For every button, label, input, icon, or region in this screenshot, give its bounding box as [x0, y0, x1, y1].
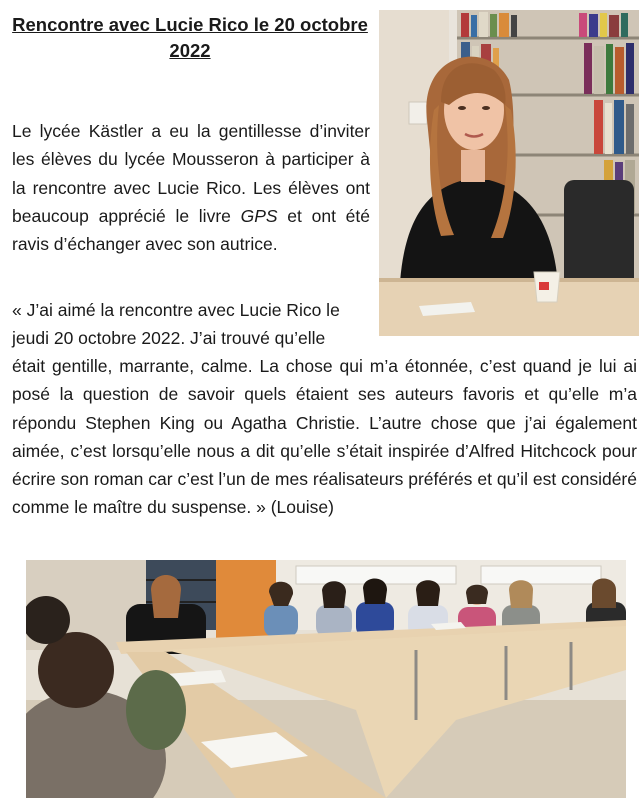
book-title: GPS	[240, 205, 278, 226]
article-title-line2: 2022	[169, 40, 211, 61]
intro-paragraph	[12, 117, 370, 258]
quote-start	[12, 296, 370, 353]
intro-text-end: et ont été ravis d’échanger avec son autrice.	[12, 205, 370, 255]
article-title-line1: Rencontre avec Lucie Rico le 20 octobre	[12, 14, 368, 35]
quote-continuation: était gentille, marrante, calme. La chose qui m’a étonnée, c’est quand je lui ai posé la question de savoir quels étaient ses auteurs favoris et qu’elle m’a répondu Stephen King ou Agatha Christie. L’autre chose que j’ai également aimée, c’est lorsqu’elle nous a dit qu’elle s’était inspirée d’Alfred Hitchcock pour écrire son roman car c’est l’un de mes réalisateurs préférés et qu’il est considéré comme le maître du suspense. » (Louise)	[12, 356, 637, 518]
quote-line-2: jeudi 20 octobre 2022. J’ai trouvé qu’elle	[12, 328, 326, 349]
intro-text-start: Le lycée Kästler a eu la gentillesse d’inviter les élèves du lycée Mousseron à participer à la rencontre avec Lucie Rico. Les élèves ont beaucoup apprécié le livre	[12, 121, 370, 226]
quote-line-1: « J’ai aimé la rencontre avec Lucie Rico le	[12, 300, 340, 320]
classroom-meeting-photo	[26, 560, 626, 798]
author-portrait-photo	[379, 10, 639, 336]
article-title	[10, 12, 370, 64]
